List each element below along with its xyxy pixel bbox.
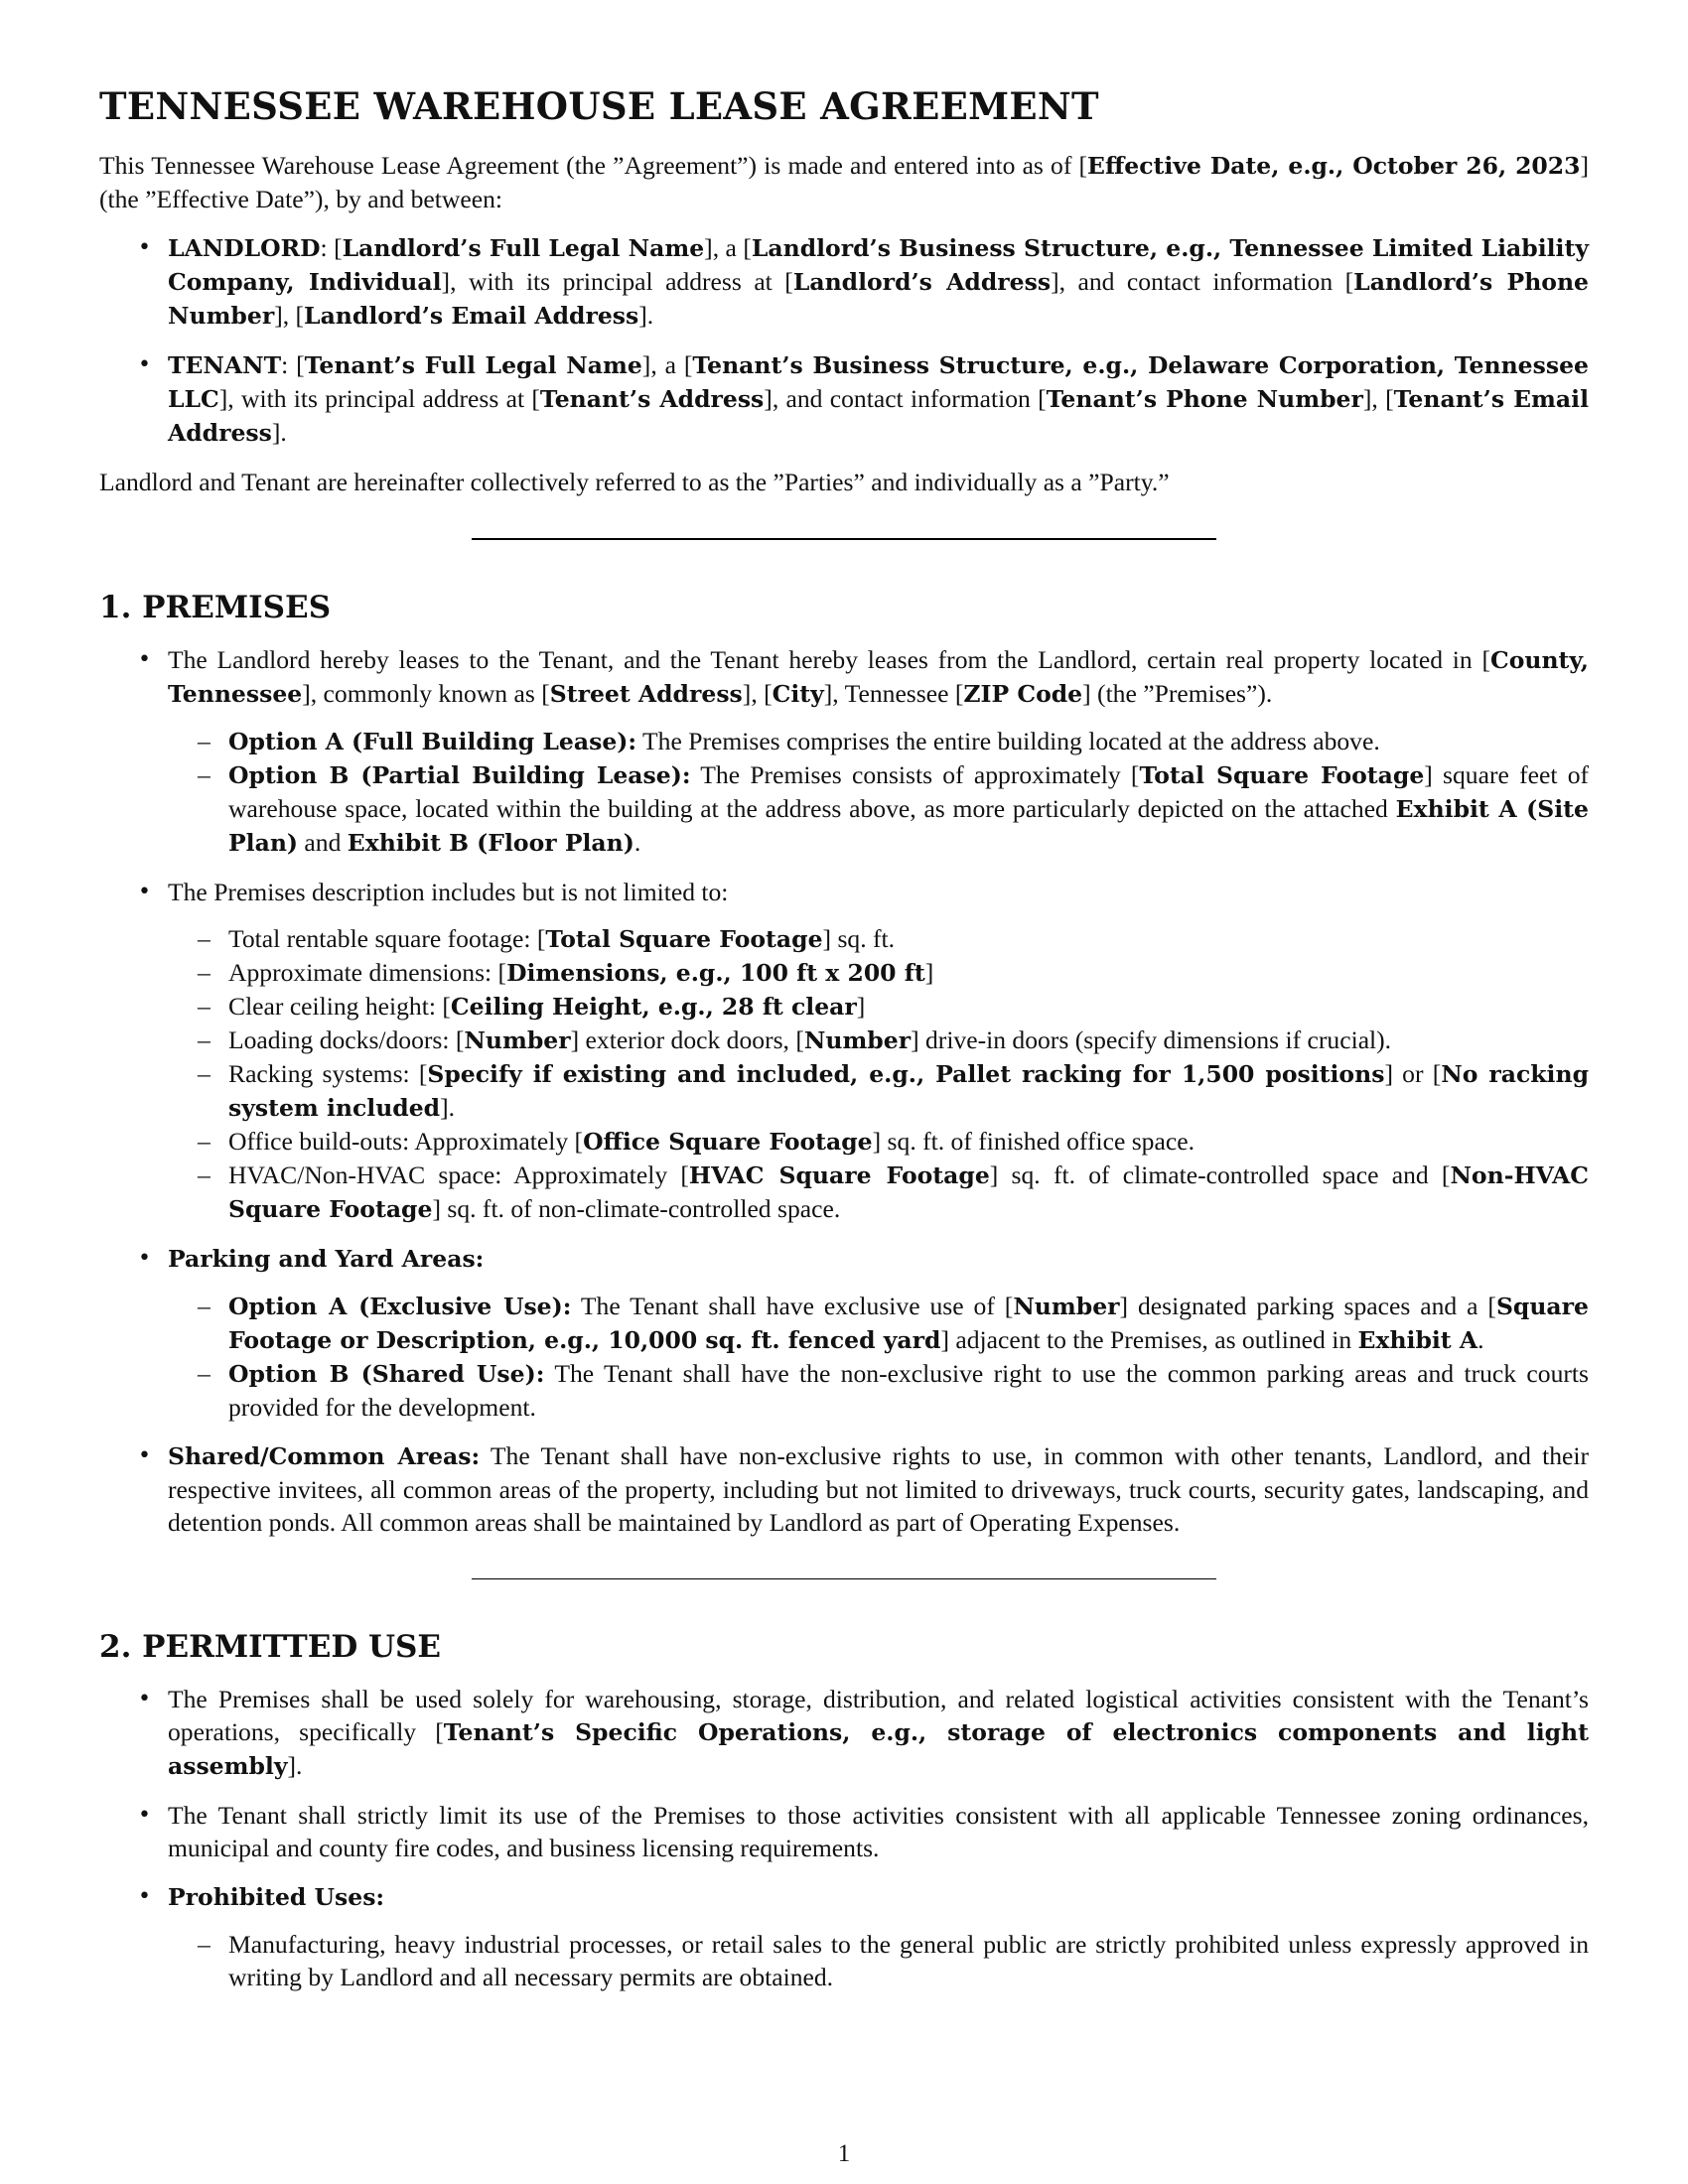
prohibited-use-manufacturing: – Manufacturing, heavy industrial processes, or retail sales to the general public are strictly prohibited unless expressly approved in writing by Landlord and all necessary permits are obtained. (168, 1928, 1589, 1993)
premises-description-item: • The Premises description includes but is not limited to: – Total rentable square footage: [Total Square Footage] sq. ft. – Approximate dimensions: [Dimensions, e.g., 100 ft x 200 ft] – Clear ceiling height: [Ceiling Height, e.g., 28 ft clear] – Loading docks/doors: [Number] exterior dock doors, [Number] drive-in doors (specify dimensions if crucial). – Racking systems: [Specify if existing and included, e.g., Pallet racking for 1,500 positions] or [No racking system included]. – Office build-outs: Approximately [Office Square Footage] sq. ft. of finished office space. – HVAC/Non-HVAC space: Approximately [HVAC Square Footage] sq. ft. of climate-controlled space and [Non-HVAC Square Footage] sq. ft. of non-climate-controlled space. (99, 876, 1589, 1226)
permitted-use-list (99, 1683, 1589, 1993)
parking-option-a: – Option A (Exclusive Use): The Tenant shall have exclusive use of [Number] designated parking spaces and a [Square Footage or Description, e.g., 10,000 sq. ft. fenced yard] adjacent to the Premises, as outlined in Exhibit A. (168, 1290, 1589, 1357)
option-b-partial-building: – Option B (Partial Building Lease): The Premises consists of approximately [Total Square Footage] square feet of warehouse space, located within the building at the address above, as more particularly depicted on the attached Exhibit A (Site Plan) and Exhibit B (Floor Plan). (168, 758, 1589, 860)
section-heading-premises: 1. PREMISES (99, 590, 332, 625)
intro-paragraph: This Tennessee Warehouse Lease Agreement (the ”Agreement”) is made and entered into as of [Effective Date, e.g., October 26, 2023] (the ”Effective Date”), by and between: (99, 151, 1590, 213)
prohibited-uses-list (168, 1928, 1589, 1993)
common-areas-item: • Shared/Common Areas: The Tenant shall have non-exclusive rights to use, in common with other tenants, Landlord, and their respective invitees, all common areas of the property, including but not limited to driveways, truck courts, security gates, landscaping, and detention ponds. All common areas shall be maintained by Landlord as part of Operating Expenses. (99, 1439, 1589, 1539)
desc-dimensions: – Approximate dimensions: [Dimensions, e.g., 100 ft x 200 ft] (168, 956, 1589, 990)
desc-square-footage: – Total rentable square footage: [Total Square Footage] sq. ft. (168, 922, 1589, 956)
permitted-use-operations: • The Premises shall be used solely for warehousing, storage, distribution, and related logistical activities consistent with the Tenant’s operations, specifically [Tenant’s Specific Operations, e.g., storage of electronics components and light assembly]. (99, 1683, 1589, 1783)
section-divider (472, 538, 1216, 540)
tenant-item: • TENANT: [Tenant’s Full Legal Name], a [Tenant’s Business Structure, e.g., Delaware Corporation, Tennessee LLC], with its principal address at [Tenant’s Address], and contact information [Tenant’s Phone Number], [Tenant’s Email Address]. (99, 348, 1589, 450)
landlord-item: • LANDLORD: [Landlord’s Full Legal Name], a [Landlord’s Business Structure, e.g., Tennessee Limited Liability Company, Individual], with its principal address at [Landlord’s Address], and contact information [Landlord’s Phone Number], [Landlord’s Email Address]. (99, 231, 1589, 333)
section-heading-permitted-use: 2. PERMITTED USE (99, 1629, 442, 1665)
document-page (99, 83, 1589, 2009)
desc-hvac-space: – HVAC/Non-HVAC space: Approximately [HVAC Square Footage] sq. ft. of climate-controlled space and [Non-HVAC Square Footage] sq. ft. of non-climate-controlled space. (168, 1159, 1589, 1226)
parking-options-list (168, 1290, 1589, 1424)
desc-racking-systems: – Racking systems: [Specify if existing and included, e.g., Pallet racking for 1,500 positions] or [No racking system included]. (168, 1057, 1589, 1125)
desc-office-buildouts: – Office build-outs: Approximately [Office Square Footage] sq. ft. of finished office space. (168, 1125, 1589, 1159)
premises-list (99, 643, 1589, 1539)
parking-option-b: – Option B (Shared Use): The Tenant shall have the non-exclusive right to use the common parking areas and truck courts provided for the development. (168, 1357, 1589, 1424)
prohibited-uses-item: • Prohibited Uses: – Manufacturing, heavy industrial processes, or retail sales to the general public are strictly prohibited unless expressly approved in writing by Landlord and all necessary permits are obtained. (99, 1880, 1589, 1993)
premises-lease-item: • The Landlord hereby leases to the Tenant, and the Tenant hereby leases from the Landlord, certain real property located in [County, Tennessee], commonly known as [Street Address], [City], Tennessee [ZIP Code] (the ”Premises”). – Option A (Full Building Lease): The Premises comprises the entire building located at the address above. – Option B (Partial Building Lease): The Premises consists of approximately [Total Square Footage] square feet of warehouse space, located within the building at the address above, as more particularly depicted on the attached Exhibit A (Site Plan) and Exhibit B (Floor Plan). (99, 643, 1589, 860)
permitted-use-zoning: • The Tenant shall strictly limit its use of the Premises to those activities consistent with all applicable Tennessee zoning ordinances, municipal and county fire codes, and business licensing requirements. (99, 1799, 1589, 1864)
parking-yard-item: • Parking and Yard Areas: – Option A (Exclusive Use): The Tenant shall have exclusive use of [Number] designated parking spaces and a [Square Footage or Description, e.g., 10,000 sq. ft. fenced yard] adjacent to the Premises, as outlined in Exhibit A. – Option B (Shared Use): The Tenant shall have the non-exclusive right to use the common parking areas and truck courts provided for the development. (99, 1242, 1589, 1424)
premises-options-list (168, 725, 1589, 860)
section-divider (472, 1578, 1216, 1579)
desc-ceiling-height: – Clear ceiling height: [Ceiling Height, e.g., 28 ft clear] (168, 990, 1589, 1024)
desc-loading-docks: – Loading docks/doors: [Number] exterior dock doors, [Number] drive-in doors (specify dimensions if crucial). (168, 1024, 1589, 1057)
document-title: TENNESSEE WAREHOUSE LEASE AGREEMENT (99, 84, 1099, 128)
option-a-full-building: – Option A (Full Building Lease): The Premises comprises the entire building located at the address above. (168, 725, 1589, 758)
parties-collective-paragraph: Landlord and Tenant are hereinafter collectively referred to as the ”Parties” and individually as a ”Party.” (99, 468, 1170, 496)
parties-list (99, 231, 1589, 450)
premises-description-list (168, 922, 1589, 1226)
page-number: 1 (837, 2140, 851, 2167)
